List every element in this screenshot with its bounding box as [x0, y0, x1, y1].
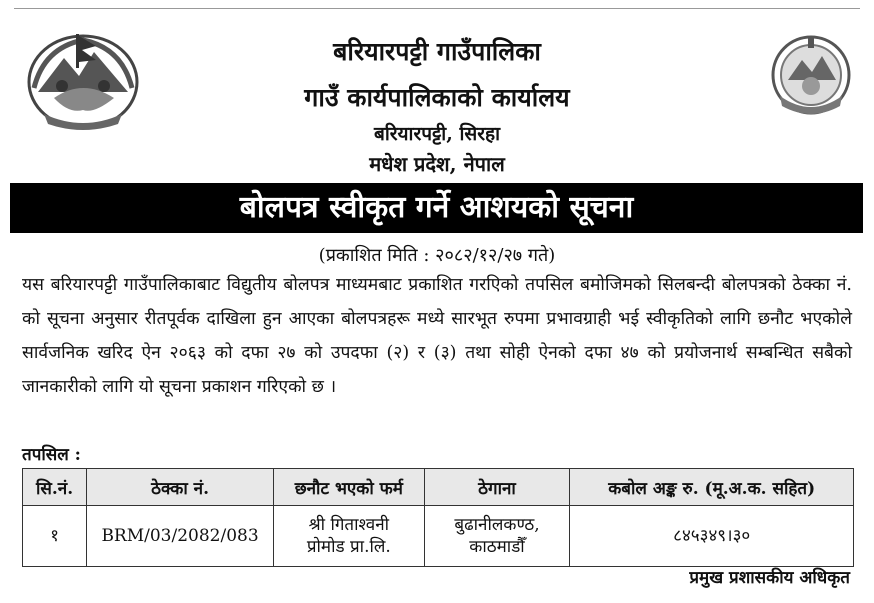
cell-address [424, 506, 570, 567]
schedule-label: तपसिल : [22, 445, 81, 465]
published-date: (प्रकाशित मिति : २०८२/१२/२७ गते) [318, 245, 556, 266]
column-header-address: ठेगाना [424, 469, 570, 506]
firm-name-line2: प्रोमोड प्रा.लि. [306, 537, 391, 557]
address-line2: काठमाडौँ [469, 537, 525, 557]
column-header-amount: कबोल अङ्क रु. (मू.अ.क. सहित) [570, 469, 854, 506]
cell-firm [274, 506, 425, 567]
notice-title: बोलपत्र स्वीकृत गर्ने आशयको सूचना [10, 183, 863, 233]
column-header-sn: सि.नं. [23, 469, 87, 506]
office-name: गाउँ कार्यपालिकाको कार्यालय [304, 83, 570, 112]
cell-sn: १ [23, 506, 87, 567]
cell-amount: ८४५३४९।३० [570, 506, 854, 567]
column-header-firm: छनौट भएको फर्म [274, 469, 425, 506]
contract-table [22, 468, 854, 567]
municipality-name: बरियारपट्टी गाउँपालिका [333, 37, 541, 66]
table-header-row [23, 469, 854, 506]
table-row [23, 506, 854, 567]
firm-name-line1: श्री गिताश्वनी [308, 515, 390, 535]
province-country: मधेश प्रदेश, नेपाल [369, 152, 505, 176]
municipality-logo-icon [770, 34, 852, 116]
office-location: बरियारपट्टी, सिरहा [373, 123, 501, 145]
nepal-emblem-icon [24, 28, 142, 132]
cell-contract-no: BRM/03/2082/083 [87, 506, 274, 567]
column-header-contract-no: ठेक्का नं. [87, 469, 274, 506]
signature-title: प्रमुख प्रशासकीय अधिकृत [689, 568, 850, 588]
address-line1: बुढानीलकण्ठ, [454, 515, 540, 535]
notice-body: यस बरियारपट्टी गाउँपालिकाबाट विद्युतीय बोलपत्र माध्यमबाट प्रकाशित गरएिको तपसिल बमोजिमको सिलबन्दी बोलपत्रको ठेक्का नं. को सूचना अनुसार रीतपूर्वक दाखिला हुन आएका बोलपत्रहरू मध्ये सारभूत रुपमा प्रभावग्राही भई स्वीकृतिको लागि छनौट भएकोले सार्वजनिक खरिद ऐन २०६३ को दफा २७ को उपदफा (२) र (३) तथा सोही ऐनको दफा ४७ को प्रयोजनार्थ सम्बन्धित सबैको जानकारीको लागि यो सूचना प्रकाशन गरिएको छ । [22, 275, 852, 397]
